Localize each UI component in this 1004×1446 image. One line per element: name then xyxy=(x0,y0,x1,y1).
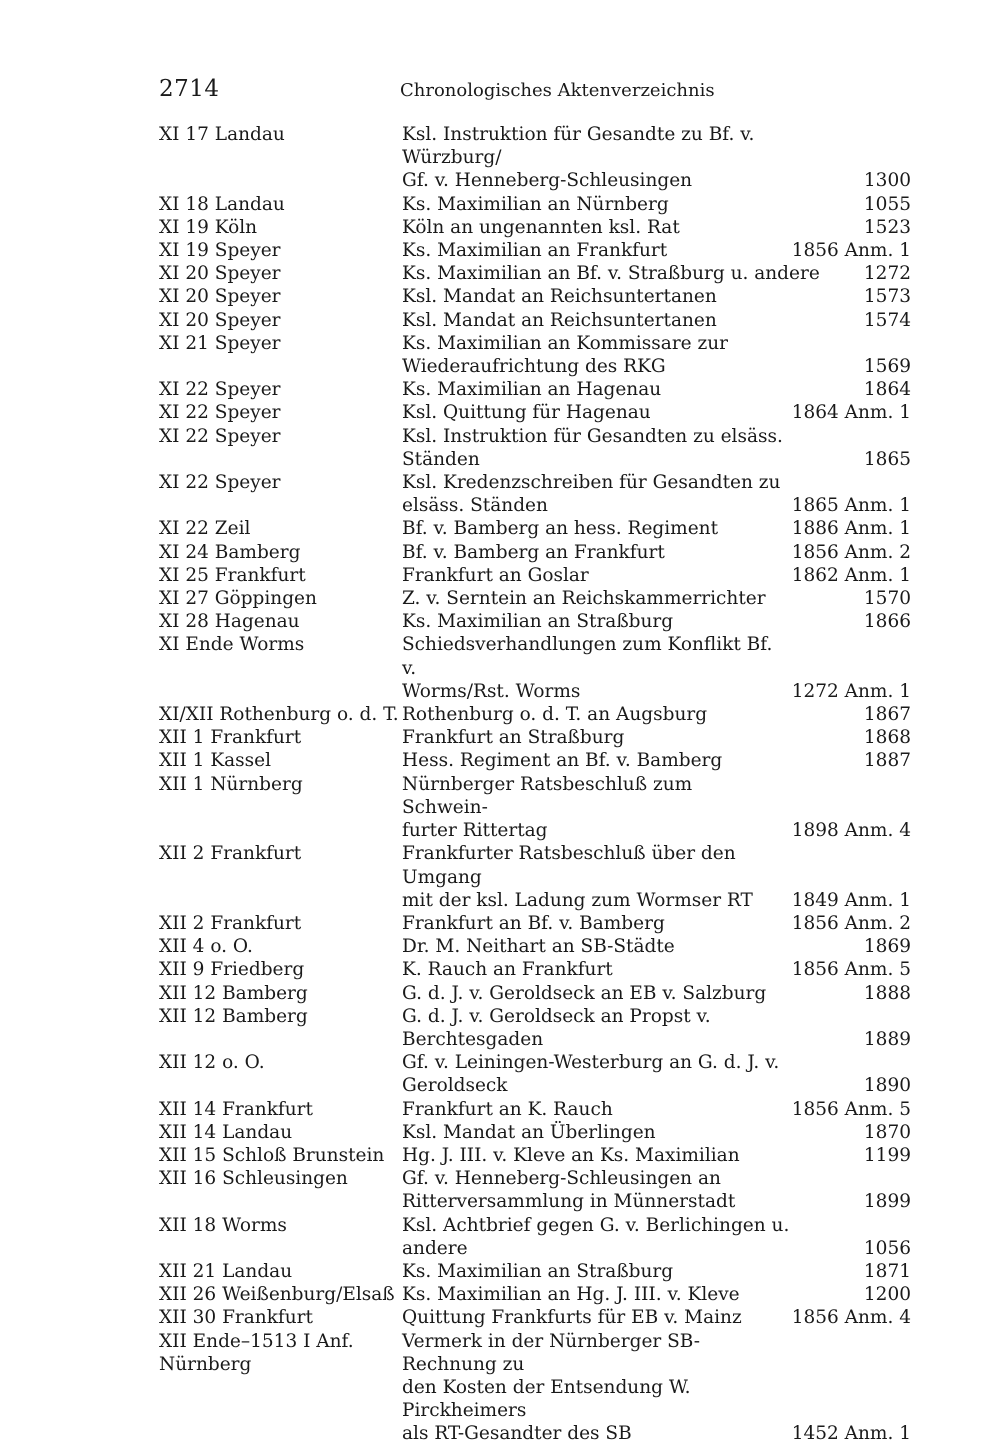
entry-body xyxy=(402,935,911,958)
entry-description: Schiedsverhandlungen zum Konflikt Bf. v. Worms/Rst. Worms xyxy=(402,634,773,702)
entry-date-place: XII 16 Schleusingen xyxy=(159,1168,348,1190)
entry-reference-number: 1856 Anm. 1 xyxy=(791,240,911,262)
list-item xyxy=(159,1330,911,1446)
entry-reference-number: 1856 Anm. 5 xyxy=(791,959,911,981)
entry-description: Quittung Frankfurts für EB v. Mainz xyxy=(402,1307,742,1329)
entry-description: Ks. Maximilian an Straßburg xyxy=(402,1260,674,1282)
entry-body xyxy=(402,378,911,401)
entry-reference-number: 1849 Anm. 1 xyxy=(791,889,911,911)
entry-reference-number: 1056 xyxy=(863,1237,911,1259)
entry-description: Frankfurt an Bf. v. Bamberg xyxy=(402,912,665,934)
list-item xyxy=(159,564,911,587)
entry-reference-number: 1856 Anm. 2 xyxy=(791,912,911,934)
entry-reference-number: 1889 xyxy=(863,1028,911,1050)
entry-description: Hg. J. III. v. Kleve an Ks. Maximilian xyxy=(402,1144,740,1166)
entry-reference-number: 1864 Anm. 1 xyxy=(791,402,911,424)
entry-date-place: XII 1 Nürnberg xyxy=(159,773,303,795)
entry-reference-number: 1898 Anm. 4 xyxy=(791,820,911,842)
entry-description: Ksl. Instruktion für Gesandten zu elsäss. Ständen xyxy=(402,425,783,470)
list-item xyxy=(159,1098,911,1121)
entry-reference-number: 1570 xyxy=(863,588,911,610)
entry-description: Gf. v. Henneberg-Schleusingen an Ritterversammlung in Münnerstadt xyxy=(402,1168,736,1213)
entry-body xyxy=(402,541,911,564)
list-item xyxy=(159,216,911,239)
entry-body xyxy=(402,401,911,424)
list-item xyxy=(159,517,911,540)
entry-body xyxy=(402,1283,911,1306)
list-item xyxy=(159,285,911,308)
entry-date-place: XII 12 Bamberg xyxy=(159,982,308,1004)
list-item xyxy=(159,912,911,935)
entry-body xyxy=(402,332,911,378)
entry-body xyxy=(402,517,911,540)
entry-description: Bf. v. Bamberg an hess. Regiment xyxy=(402,518,718,540)
entry-description: G. d. J. v. Geroldseck an EB v. Salzburg xyxy=(402,982,767,1004)
entry-reference-number: 1856 Anm. 2 xyxy=(791,541,911,563)
entry-description: Nürnberger Ratsbeschluß zum Schwein- furter Rittertag xyxy=(402,773,693,842)
entry-date-place: XI 20 Speyer xyxy=(159,263,281,285)
list-item xyxy=(159,587,911,610)
list-item xyxy=(159,123,911,193)
entry-description: Ks. Maximilian an Nürnberg xyxy=(402,193,669,215)
list-item xyxy=(159,541,911,564)
entry-description: Frankfurt an Straßburg xyxy=(402,727,625,749)
entry-date-place: XI 25 Frankfurt xyxy=(159,564,306,586)
list-item xyxy=(159,1005,911,1051)
entry-date-place: XI 24 Bamberg xyxy=(159,541,301,563)
entry-body xyxy=(402,1330,911,1446)
entry-date-place: XI 19 Speyer xyxy=(159,240,281,262)
list-item xyxy=(159,309,911,332)
entry-body xyxy=(402,216,911,239)
entry-description: Dr. M. Neithart an SB-Städte xyxy=(402,936,675,958)
entry-body xyxy=(402,610,911,633)
entry-date-place: XII 12 Bamberg xyxy=(159,1005,308,1027)
entry-date-place: XII 21 Landau xyxy=(159,1260,293,1282)
entry-reference-number: 1523 xyxy=(863,216,911,238)
entry-date-place: XI 22 Speyer xyxy=(159,402,281,424)
entry-reference-number: 1272 xyxy=(863,263,911,285)
entry-date-place: XII 14 Frankfurt xyxy=(159,1098,313,1120)
entry-body xyxy=(402,842,911,912)
list-item xyxy=(159,1121,911,1144)
list-item xyxy=(159,1051,911,1097)
entry-date-place: XI 22 Speyer xyxy=(159,379,281,401)
entry-reference-number: 1200 xyxy=(863,1284,911,1306)
entry-reference-number: 1870 xyxy=(863,1121,911,1143)
entry-body xyxy=(402,726,911,749)
entry-reference-number: 1864 xyxy=(863,379,911,401)
entry-body xyxy=(402,239,911,262)
entry-date-place: XI 27 Göppingen xyxy=(159,588,317,610)
page-number: 2714 xyxy=(159,76,220,102)
entry-date-place: XI 20 Speyer xyxy=(159,286,281,308)
entry-reference-number: 1199 xyxy=(863,1144,911,1166)
entry-list xyxy=(159,123,911,1446)
entry-reference-number: 1866 xyxy=(863,611,911,633)
entry-reference-number: 1055 xyxy=(863,193,911,215)
entry-reference-number: 1862 Anm. 1 xyxy=(791,564,911,586)
entry-date-place: XI 19 Köln xyxy=(159,216,258,238)
entry-description: Frankfurt an Goslar xyxy=(402,564,589,586)
entry-description: Ks. Maximilian an Frankfurt xyxy=(402,240,668,262)
entry-body xyxy=(402,982,911,1005)
entry-reference-number: 1856 Anm. 4 xyxy=(791,1307,911,1329)
list-item xyxy=(159,471,911,517)
entry-date-place: XI 28 Hagenau xyxy=(159,611,300,633)
list-item xyxy=(159,239,911,262)
entry-description: Gf. v. Leiningen-Westerburg an G. d. J. v. Geroldseck xyxy=(402,1052,780,1097)
entry-reference-number: 1574 xyxy=(863,309,911,331)
entry-date-place: XII 1 Kassel xyxy=(159,750,272,772)
entry-reference-number: 1867 xyxy=(863,704,911,726)
entry-description: Z. v. Serntein an Reichskammerrichter xyxy=(402,588,766,610)
list-item xyxy=(159,842,911,912)
entry-body xyxy=(402,1306,911,1329)
entry-body xyxy=(402,1121,911,1144)
entry-reference-number: 1865 Anm. 1 xyxy=(791,495,911,517)
entry-description: Frankfurter Ratsbeschluß über den Umgang mit der ksl. Ladung zum Wormser RT xyxy=(402,843,753,911)
list-item xyxy=(159,726,911,749)
entry-description: Rothenburg o. d. T. an Augsburg xyxy=(402,704,708,726)
running-title: Chronologisches Aktenverzeichnis xyxy=(400,80,715,101)
entry-body xyxy=(402,193,911,216)
entry-body xyxy=(402,1051,911,1097)
entry-description: K. Rauch an Frankfurt xyxy=(402,959,613,981)
entry-description: Ksl. Instruktion für Gesandte zu Bf. v. Würzburg/ Gf. v. Henneberg-Schleusingen xyxy=(402,124,755,192)
entry-description: Ksl. Mandat an Reichsuntertanen xyxy=(402,309,717,331)
entry-description: Frankfurt an K. Rauch xyxy=(402,1098,613,1120)
entry-body xyxy=(402,633,911,703)
list-item xyxy=(159,1260,911,1283)
entry-body xyxy=(402,262,911,285)
entry-body xyxy=(402,912,911,935)
entry-date-place: XI 17 Landau xyxy=(159,124,285,145)
list-item xyxy=(159,1283,911,1306)
entry-body xyxy=(402,773,911,843)
entry-date-place: XII 15 Schloß Brunstein xyxy=(159,1144,385,1166)
entry-reference-number: 1886 Anm. 1 xyxy=(791,518,911,540)
entry-date-place: XI 22 Zeil xyxy=(159,518,251,540)
entry-reference-number: 1888 xyxy=(863,982,911,1004)
entry-body xyxy=(402,587,911,610)
entry-body xyxy=(402,309,911,332)
entry-body xyxy=(402,1144,911,1167)
entry-date-place: XII Ende–1513 I Anf. Nürnberg xyxy=(159,1330,354,1375)
list-item xyxy=(159,193,911,216)
entry-date-place: XII 30 Frankfurt xyxy=(159,1307,313,1329)
entry-description: Ksl. Quittung für Hagenau xyxy=(402,402,651,424)
list-item xyxy=(159,703,911,726)
entry-date-place: XII 12 o. O. xyxy=(159,1052,265,1074)
entry-date-place: XII 18 Worms xyxy=(159,1214,287,1236)
entry-reference-number: 1868 xyxy=(863,727,911,749)
entry-body xyxy=(402,1005,911,1051)
entry-description: Bf. v. Bamberg an Frankfurt xyxy=(402,541,665,563)
list-item xyxy=(159,773,911,843)
entry-description: Vermerk in der Nürnberger SB-Rechnung zu den Kosten der Entsendung W. Pirckheimers als RT-Gesandter des SB xyxy=(402,1330,700,1445)
list-item xyxy=(159,982,911,1005)
list-item xyxy=(159,935,911,958)
entry-body xyxy=(402,425,911,471)
list-item xyxy=(159,610,911,633)
entry-reference-number: 1300 xyxy=(863,170,911,192)
entry-body xyxy=(402,564,911,587)
list-item xyxy=(159,401,911,424)
entry-description: Köln an ungenannten ksl. Rat xyxy=(402,216,680,238)
entry-body xyxy=(402,1214,911,1260)
entry-reference-number: 1856 Anm. 5 xyxy=(791,1098,911,1120)
entry-body xyxy=(402,958,911,981)
entry-date-place: XI Ende Worms xyxy=(159,634,305,656)
list-item xyxy=(159,425,911,471)
entry-date-place: XI 22 Speyer xyxy=(159,472,281,494)
entry-date-place: XI/XII Rothenburg o. d. T. xyxy=(159,704,399,726)
entry-reference-number: 1573 xyxy=(863,286,911,308)
entry-date-place: XII 9 Friedberg xyxy=(159,959,305,981)
entry-body xyxy=(402,703,911,726)
list-item xyxy=(159,332,911,378)
list-item xyxy=(159,1167,911,1213)
entry-body xyxy=(402,471,911,517)
entry-description: Ksl. Achtbrief gegen G. v. Berlichingen u. andere xyxy=(402,1214,790,1259)
entry-date-place: XI 18 Landau xyxy=(159,193,285,215)
entry-date-place: XI 22 Speyer xyxy=(159,425,281,447)
entry-description: Ksl. Mandat an Reichsuntertanen xyxy=(402,286,717,308)
list-item xyxy=(159,958,911,981)
list-item xyxy=(159,262,911,285)
entry-description: Ksl. Mandat an Überlingen xyxy=(402,1121,656,1143)
list-item xyxy=(159,1144,911,1167)
list-item xyxy=(159,633,911,703)
entry-reference-number: 1899 xyxy=(863,1191,911,1213)
entry-reference-number: 1887 xyxy=(863,750,911,772)
entry-reference-number: 1272 Anm. 1 xyxy=(791,680,911,702)
entry-date-place: XII 2 Frankfurt xyxy=(159,912,302,934)
entry-date-place: XII 26 Weißenburg/Elsaß xyxy=(159,1284,395,1306)
entry-date-place: XI 20 Speyer xyxy=(159,309,281,331)
entry-reference-number: 1452 Anm. 1 xyxy=(791,1423,911,1445)
entry-description: Ks. Maximilian an Hagenau xyxy=(402,379,662,401)
entry-reference-number: 1890 xyxy=(863,1075,911,1097)
entry-date-place: XII 14 Landau xyxy=(159,1121,293,1143)
entry-description: Ks. Maximilian an Straßburg xyxy=(402,611,674,633)
entry-reference-number: 1869 xyxy=(863,936,911,958)
entry-reference-number: 1871 xyxy=(863,1260,911,1282)
entry-description: Ks. Maximilian an Kommissare zur Wiederaufrichtung des RKG xyxy=(402,332,728,378)
entry-body xyxy=(402,123,911,193)
entry-body xyxy=(402,1167,911,1213)
entry-date-place: XI 21 Speyer xyxy=(159,332,281,354)
list-item xyxy=(159,749,911,772)
entry-reference-number: 1865 xyxy=(863,448,911,470)
entry-date-place: XII 2 Frankfurt xyxy=(159,843,302,865)
entry-description: Ks. Maximilian an Bf. v. Straßburg u. andere xyxy=(402,263,820,285)
page-header xyxy=(159,76,911,108)
entry-body xyxy=(402,1260,911,1283)
entry-description: G. d. J. v. Geroldseck an Propst v. Berchtesgaden xyxy=(402,1005,711,1050)
entry-date-place: XII 1 Frankfurt xyxy=(159,727,302,749)
entry-date-place: XII 4 o. O. xyxy=(159,936,253,958)
entry-description: Ksl. Kredenzschreiben für Gesandten zu elsäss. Ständen xyxy=(402,472,781,517)
entry-body xyxy=(402,749,911,772)
entry-description: Ks. Maximilian an Hg. J. III. v. Kleve xyxy=(402,1284,740,1306)
entry-body xyxy=(402,285,911,308)
entry-description: Hess. Regiment an Bf. v. Bamberg xyxy=(402,750,723,772)
list-item xyxy=(159,378,911,401)
entry-reference-number: 1569 xyxy=(863,356,911,378)
list-item xyxy=(159,1306,911,1329)
entry-body xyxy=(402,1098,911,1121)
list-item xyxy=(159,1214,911,1260)
